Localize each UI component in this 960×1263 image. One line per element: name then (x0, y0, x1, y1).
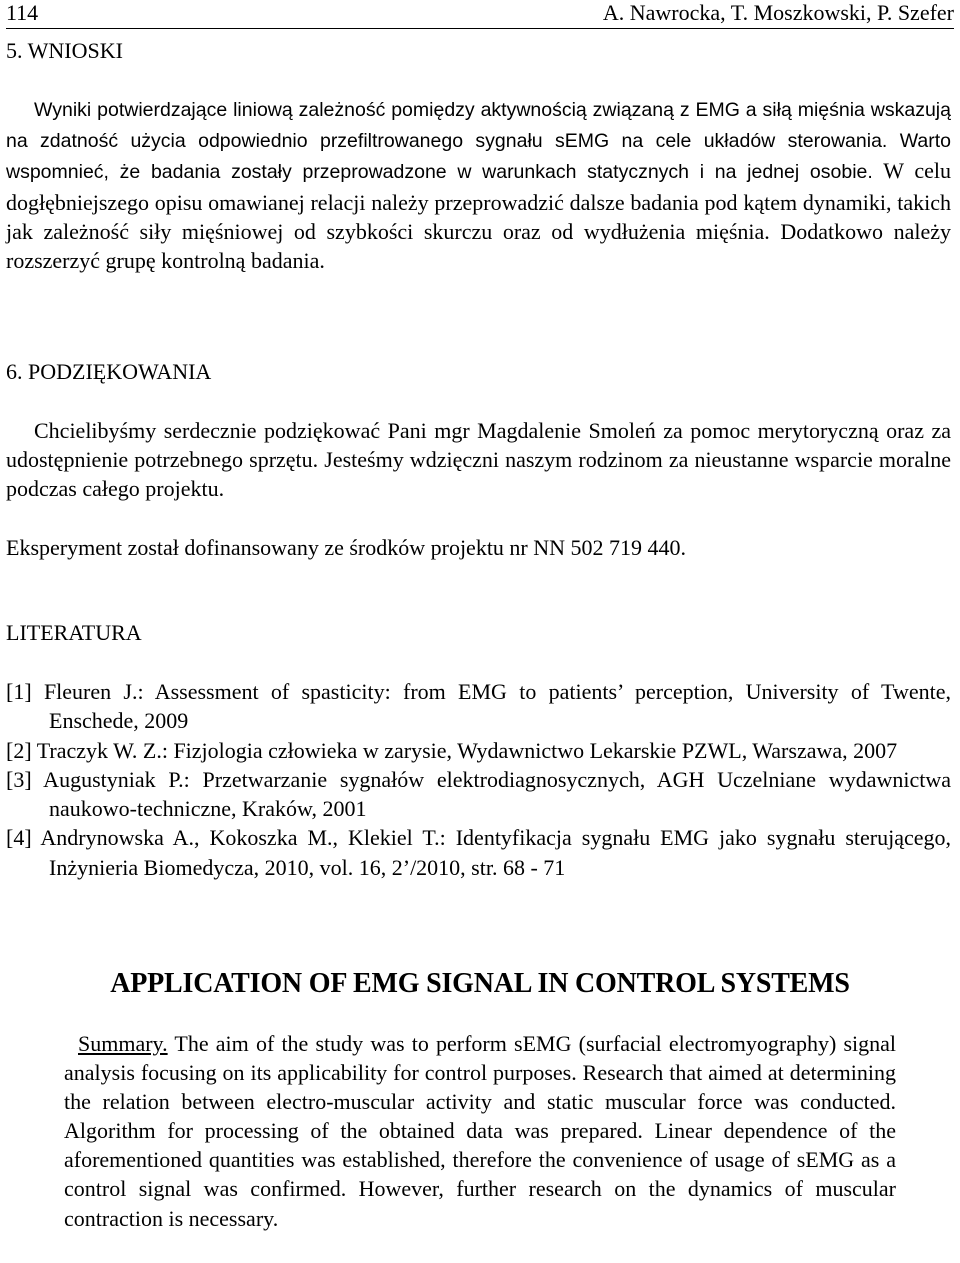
reference-item: [2] Traczyk W. Z.: Fizjologia człowieka w zarysie, Wydawnictwo Lekarskie PZWL, Warszawa, 2007 (6, 737, 898, 763)
conclusions-paragraph (6, 94, 951, 275)
running-header (6, 0, 954, 29)
conclusions-text-part-1: Wyniki potwierdzające liniową zależność pomiędzy aktywnością związaną z EMG a siłą mięśnia wskazują na zdatność użycia odpowiednio przefiltrowanego sygnału sEMG na cele układów sterowania. Warto wspomnieć, że badania zostały przeprowadzone w warunkach statycznych i na jednej osobie. (6, 99, 951, 184)
acknowledgements-paragraph: Chcielibyśmy serdecznie podziękować Pani mgr Magdalenie Smoleń za pomoc merytoryczną oraz za udostępnienie potrzebnego sprzętu. Jesteśmy wdzięczni naszym rodzinom za nieustanne wsparcie moralne podczas całego projektu. (6, 418, 951, 502)
section-heading-acknowledgements: 6. PODZIĘKOWANIA (6, 359, 212, 384)
running-header-authors: A. Nawrocka, T. Moszkowski, P. Szefer (602, 0, 954, 25)
english-title: APPLICATION OF EMG SIGNAL IN CONTROL SYSTEMS (110, 968, 850, 999)
funding-note: Eksperyment został dofinansowany ze środków projektu nr NN 502 719 440. (6, 535, 687, 560)
section-heading-conclusions: 5. WNIOSKI (6, 38, 123, 63)
section-heading-literature: LITERATURA (6, 620, 142, 645)
page-number: 114 (6, 0, 39, 25)
reference-item: [1] Fleuren J.: Assessment of spasticity: from EMG to patients’ perception, University of Twente, Enschede, 2009 (6, 679, 951, 734)
summary-text: The aim of the study was to perform sEMG (surfacial electromyography) signal analysis focusing on its applicability for control purposes. Research that aimed at determining the relation between electro-muscular activity and static muscular force was conducted. Algorithm for processing of the obtained data was prepared. Linear dependence of the aforementioned quantities was established, therefore the convenience of usage of sEMG as a control signal was confirmed. However, further research on the dynamics of muscular contraction is necessary. (64, 1031, 896, 1231)
reference-list (6, 677, 951, 882)
reference-item: [3] Augustyniak P.: Przetwarzanie sygnałów elektrodiagnosycznych, AGH Uczelniane wydawnictwa naukowo-techniczne, Kraków, 2001 (6, 766, 951, 822)
english-summary (64, 1029, 896, 1233)
summary-label: Summary. (78, 1031, 168, 1056)
conclusions-text-part-2: W celu dogłębniejszego opisu omawianej relacji należy przeprowadzić dalsze badania pod kątem dynamiki, takich jak zależność siły mięśniowej od szybkości skurczu oraz od wydłużenia mięśnia. Dodatkowo należy rozszerzyć grupę kontrolną badania. (6, 158, 951, 274)
reference-item: [4] Andrynowska A., Kokoszka M., Klekiel T.: Identyfikacja sygnału EMG jako sygnału sterującego, Inżynieria Biomedycza, 2010, vol. 16, 2’/2010, str. 68 - 71 (6, 825, 951, 880)
